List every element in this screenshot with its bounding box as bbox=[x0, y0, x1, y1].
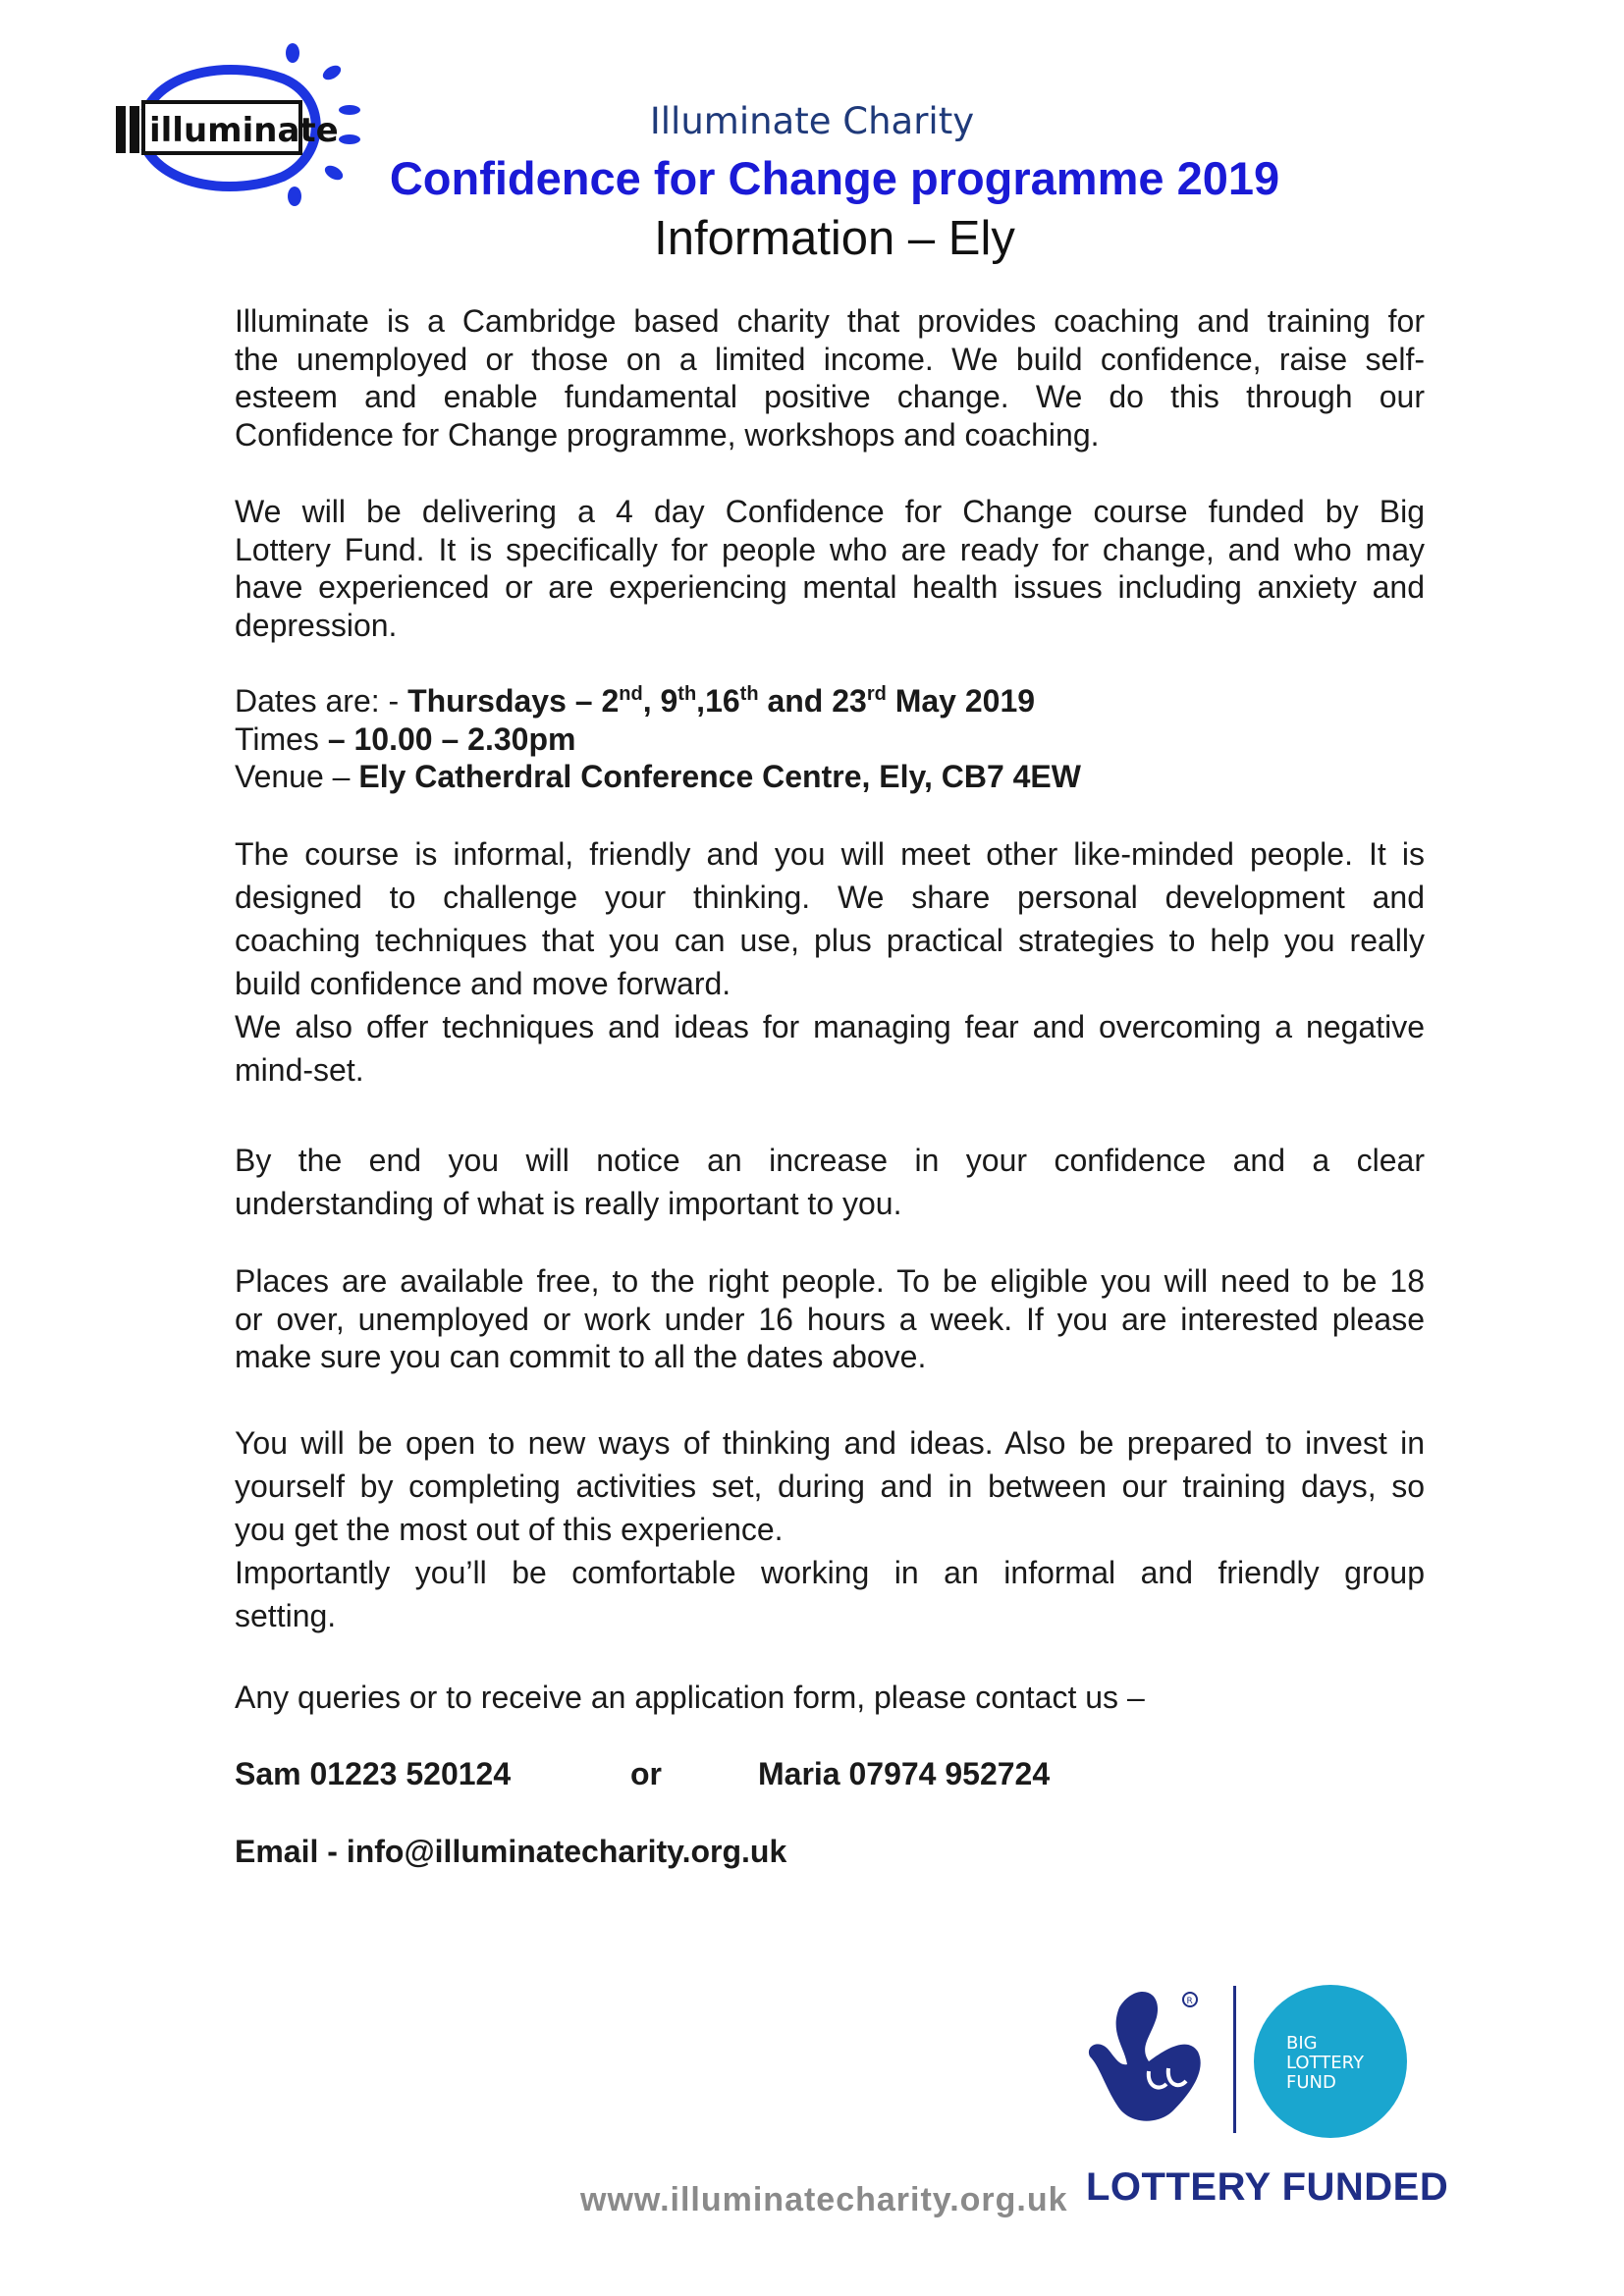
course-details bbox=[235, 682, 1425, 796]
text-line: coaching techniques that you can use, plus practical strategies to help you really bbox=[235, 923, 1425, 958]
text-line: You will be open to new ways of thinking and ideas. Also be prepared to invest in bbox=[235, 1425, 1425, 1461]
lottery-funded-label: LOTTERY FUNDED bbox=[1086, 2165, 1449, 2209]
text-line-last: make sure you can commit to all the dates above. bbox=[235, 1339, 927, 1374]
text-line: or over, unemployed or work under 16 hours a week. If you are interested please bbox=[235, 1301, 1425, 1337]
text-line: By the end you will notice an increase in your confidence and a clear bbox=[235, 1143, 1425, 1178]
contact-or: or bbox=[630, 1756, 662, 1791]
venue-value: Ely Catherdral Conference Centre, Ely, CB7 4EW bbox=[358, 759, 1081, 794]
dates-label: Dates are: - bbox=[235, 683, 408, 719]
programme-title: Confidence for Change programme 2019 bbox=[389, 152, 1280, 204]
dates-value: Thursdays – 2nd, 9th,16th and 23rd May 2019 bbox=[407, 683, 1036, 719]
text-line-last: mind-set. bbox=[235, 1052, 364, 1088]
text-line-last: depression. bbox=[235, 607, 398, 643]
text-block bbox=[235, 302, 1425, 454]
text-line: Lottery Fund. It is specifically for people who are ready for change, and who may bbox=[235, 531, 1425, 567]
text-line: Any queries or to receive an application form, please contact us – bbox=[235, 1680, 1145, 1715]
expectations-paragraph bbox=[235, 1421, 1425, 1637]
text-line-last: you get the most out of this experience. bbox=[235, 1512, 784, 1547]
svg-text:FUND: FUND bbox=[1286, 2072, 1336, 2093]
svg-text:illuminate: illuminate bbox=[149, 111, 339, 150]
course-description bbox=[235, 832, 1425, 1092]
org-name: Illuminate Charity bbox=[649, 100, 975, 142]
outcome-paragraph bbox=[235, 1139, 1425, 1225]
footer-website-link[interactable]: www.illuminatecharity.org.uk bbox=[580, 2181, 1068, 2218]
venue-label: Venue – bbox=[235, 759, 359, 794]
intro-paragraph bbox=[235, 302, 1425, 454]
text-line: Places are available free, to the right people. To be eligible you will need to be 18 bbox=[235, 1263, 1425, 1299]
lottery-logo bbox=[1080, 1978, 1434, 2145]
contact-maria: Maria 07974 952724 bbox=[758, 1756, 1051, 1791]
eligibility-paragraph bbox=[235, 1262, 1425, 1376]
svg-text:LOTTERY: LOTTERY bbox=[1286, 2053, 1364, 2073]
contact-sam: Sam 01223 520124 bbox=[235, 1756, 512, 1791]
text-line: Illuminate is a Cambridge based charity that provides coaching and training for bbox=[235, 303, 1425, 339]
times-label: Times bbox=[235, 721, 319, 757]
venue-line bbox=[235, 758, 1425, 796]
queries-paragraph bbox=[235, 1679, 1425, 1717]
text-line-last: understanding of what is really important to you. bbox=[235, 1186, 902, 1221]
course-paragraph bbox=[235, 493, 1425, 644]
text-line: designed to challenge your thinking. We share personal development and bbox=[235, 880, 1425, 915]
text-line: have experienced or are experiencing mental health issues including anxiety and bbox=[235, 569, 1425, 605]
times-line bbox=[235, 721, 1425, 759]
text-line: Importantly you’ll be comfortable working in an informal and friendly group bbox=[235, 1555, 1425, 1590]
text-line-last: build confidence and move forward. bbox=[235, 966, 731, 1001]
text-line-last: Confidence for Change programme, workshops and coaching. bbox=[235, 416, 1100, 453]
text-line: yourself by completing activities set, during and in between our training days, so bbox=[235, 1468, 1425, 1504]
contact-email[interactable]: Email - info@illuminatecharity.org.uk bbox=[235, 1834, 787, 1869]
text-line: We also offer techniques and ideas for managing fear and overcoming a negative bbox=[235, 1009, 1425, 1044]
text-line: We will be delivering a 4 day Confidence for Change course funded by Big bbox=[235, 494, 1425, 529]
text-line: The course is informal, friendly and you will meet other like-minded people. It is bbox=[235, 836, 1425, 872]
svg-text:BIG: BIG bbox=[1286, 2033, 1318, 2054]
text-line: the unemployed or those on a limited income. We build confidence, raise self- bbox=[235, 341, 1425, 377]
times-value: – 10.00 – 2.30pm bbox=[318, 721, 576, 757]
text-line-last: setting. bbox=[235, 1598, 337, 1633]
dates-line bbox=[235, 682, 1425, 721]
text-line: esteem and enable fundamental positive change. We do this through our bbox=[235, 379, 1425, 414]
svg-text:R: R bbox=[1186, 1997, 1193, 2006]
info-subtitle: Information – Ely bbox=[654, 212, 1015, 265]
